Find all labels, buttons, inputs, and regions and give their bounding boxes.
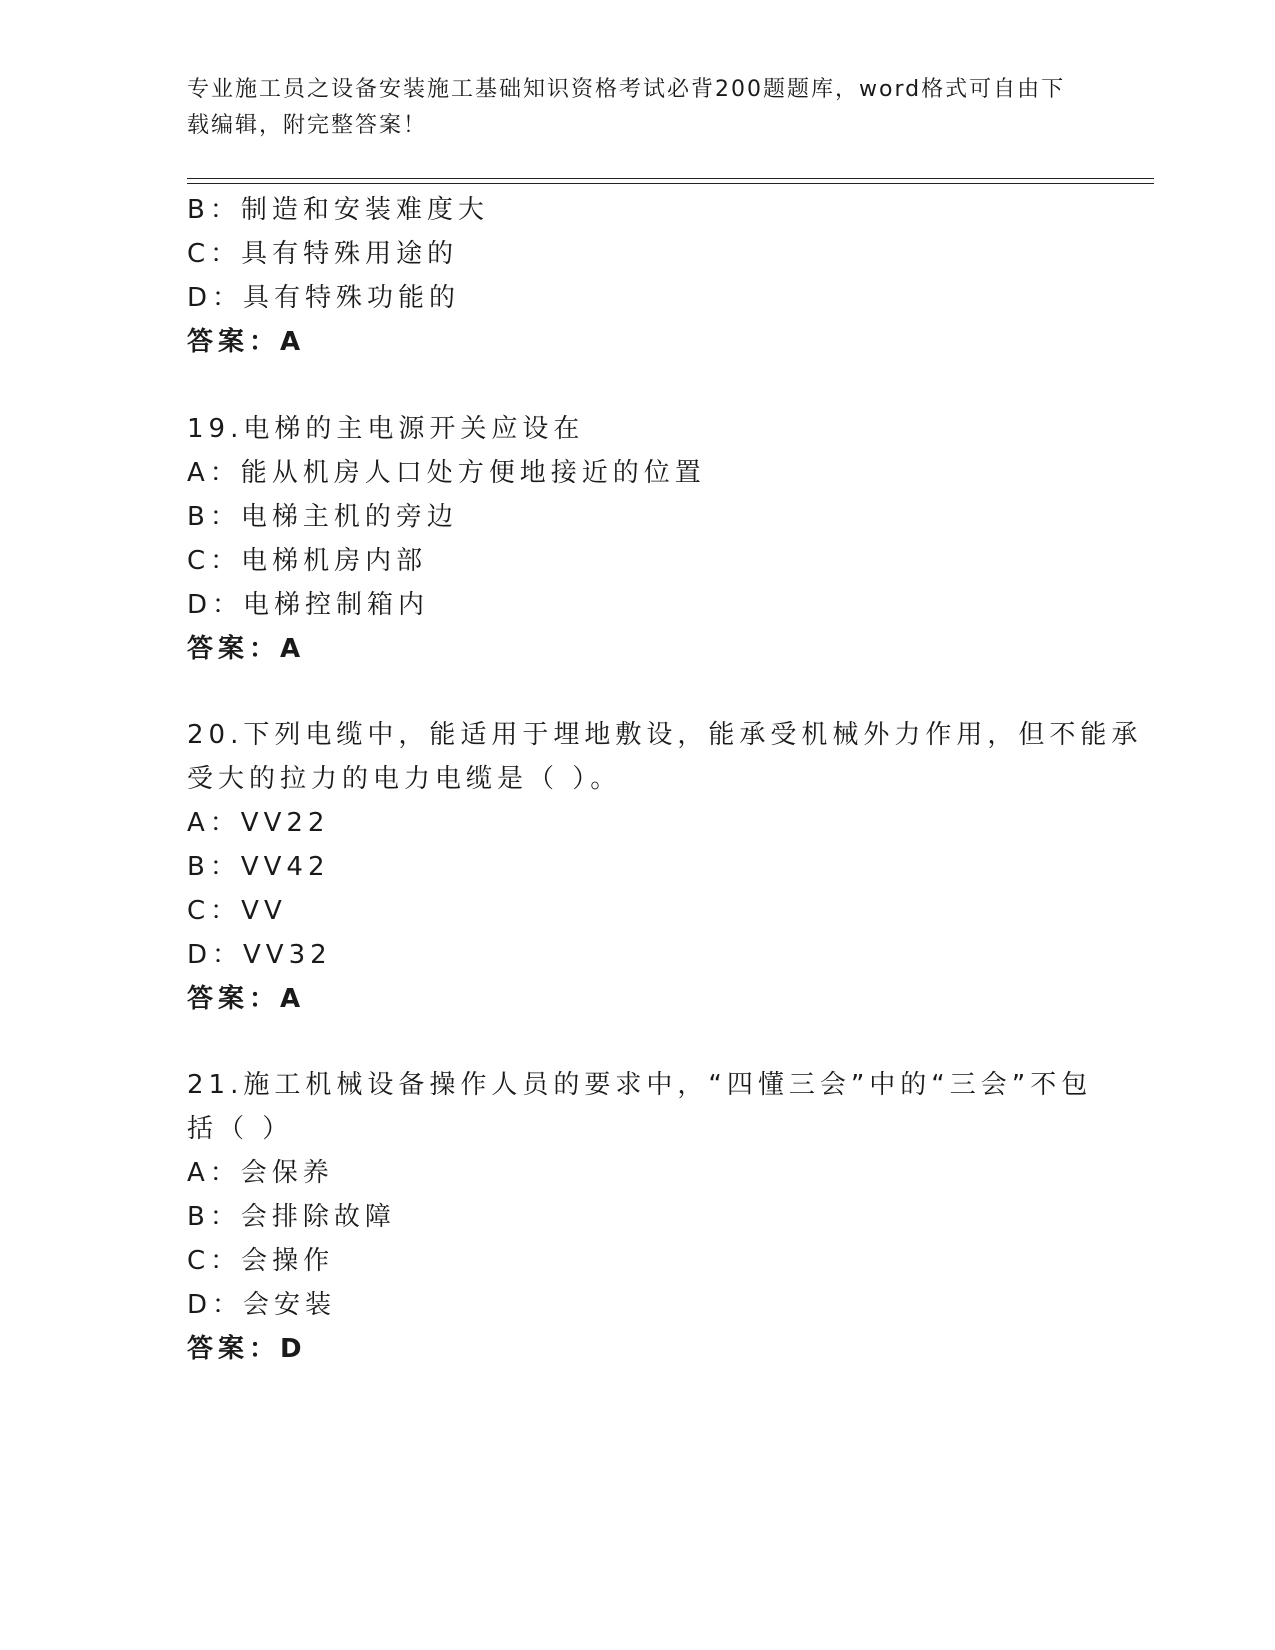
q20-question-line2: 受大的拉力的电力电缆是（ ）。 (187, 764, 622, 794)
header-divider (187, 178, 1154, 179)
q18-option-b: B：制造和安装难度大 (187, 195, 489, 225)
q20-option-c: C：VV (187, 896, 287, 926)
q21-answer: 答案：D (187, 1334, 307, 1364)
q20-option-d: D：VV32 (187, 940, 332, 970)
q20-answer: 答案：A (187, 984, 306, 1014)
q21-question-line1: 21.施工机械设备操作人员的要求中，“四懂三会”中的“三会”不包 (187, 1070, 1093, 1100)
q20-option-a: A：VV22 (187, 808, 330, 838)
q21-option-a: A：会保养 (187, 1158, 334, 1188)
q21-option-d: D：会安装 (187, 1290, 337, 1320)
q21-question-line2: 括（ ） (187, 1114, 294, 1144)
q19-option-c: C：电梯机房内部 (187, 546, 428, 576)
q20-option-b: B：VV42 (187, 852, 330, 882)
q18-option-c: C：具有特殊用途的 (187, 239, 459, 269)
document-header: 专业施工员之设备安装施工基础知识资格考试必背200题题库，word格式可自由下载编辑，附完整答案！ (187, 77, 1066, 138)
q21-option-c: C：会操作 (187, 1246, 335, 1276)
q18-answer: 答案：A (187, 327, 306, 357)
q21-option-b: B：会排除故障 (187, 1202, 396, 1232)
header-divider (187, 183, 1154, 184)
q19-option-d: D：电梯控制箱内 (187, 590, 430, 620)
q20-question-line1: 20.下列电缆中，能适用于埋地敷设，能承受机械外力作用，但不能承 (187, 720, 1143, 750)
q19-answer: 答案：A (187, 634, 306, 664)
q19-option-b: B：电梯主机的旁边 (187, 502, 458, 532)
q19-option-a: A：能从机房人口处方便地接近的位置 (187, 458, 706, 488)
q18-option-d: D：具有特殊功能的 (187, 283, 461, 313)
q19-question: 19.电梯的主电源开关应设在 (187, 414, 585, 444)
